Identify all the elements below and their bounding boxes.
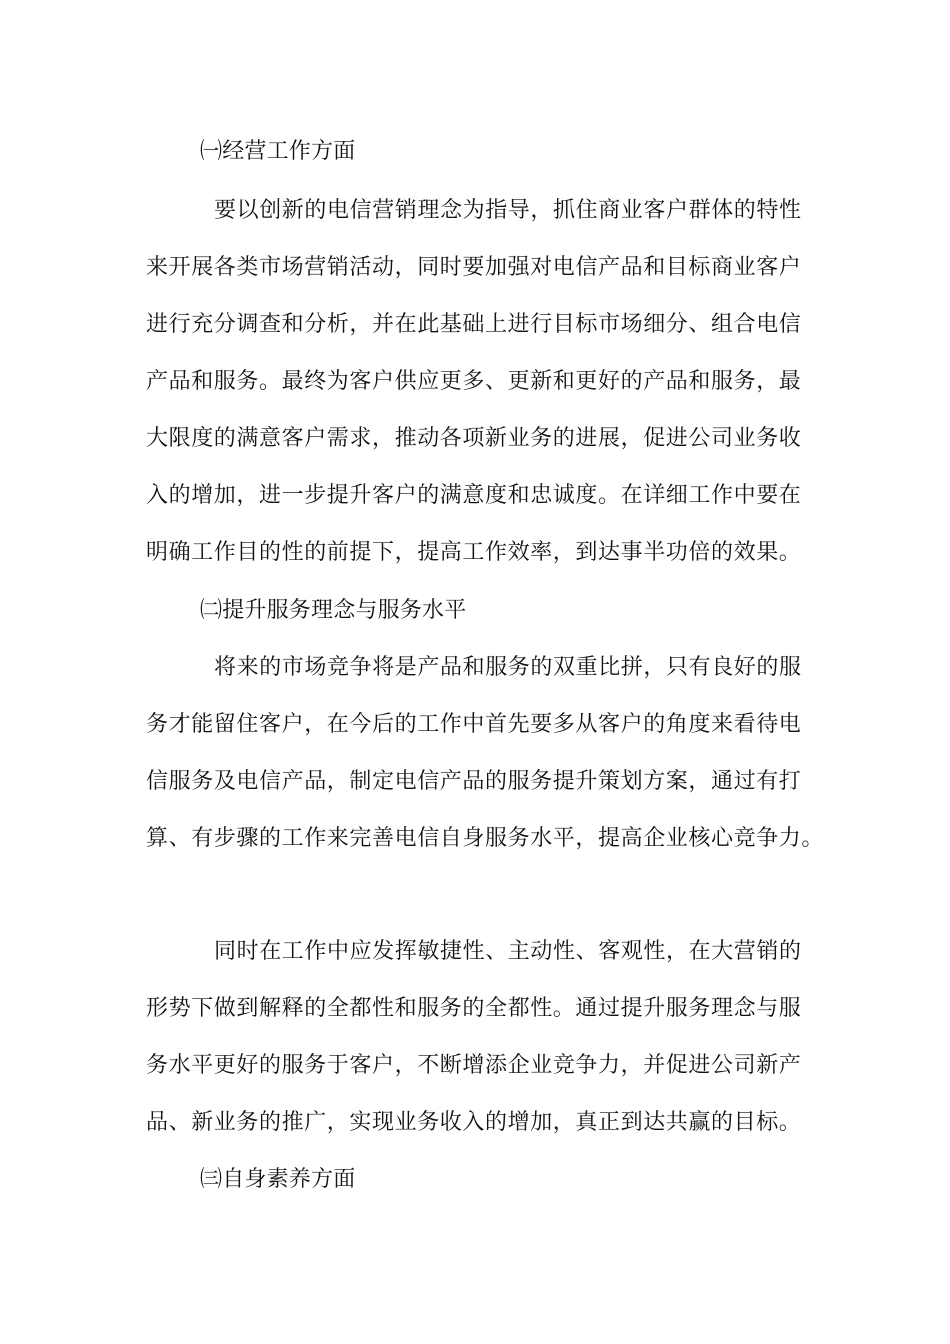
- section-heading-self-quality: ㈢自身素养方面: [200, 1167, 356, 1192]
- paragraph-line: 入的增加，进一步提升客户的满意度和忠诚度。在详细工作中要在: [146, 483, 802, 508]
- paragraph-line: 务才能留住客户，在今后的工作中首先要多从客户的角度来看待电: [146, 712, 802, 737]
- paragraph-line: 算、有步骤的工作来完善电信自身服务水平，提高企业核心竞争力。: [146, 826, 825, 851]
- paragraph-line: 要以创新的电信营销理念为指导，抓住商业客户群体的特性: [214, 198, 802, 223]
- section-heading-service: ㈡提升服务理念与服务水平: [200, 598, 467, 623]
- paragraph-line: 大限度的满意客户需求，推动各项新业务的进展，促进公司业务收: [146, 426, 802, 451]
- paragraph-line: 务水平更好的服务于客户，不断增添企业竞争力，并促进公司新产: [146, 1053, 802, 1078]
- paragraph-line: 形势下做到解释的全都性和服务的全都性。通过提升服务理念与服: [146, 996, 802, 1021]
- paragraph-line: 信服务及电信产品，制定电信产品的服务提升策划方案，通过有打: [146, 769, 802, 794]
- paragraph-line: 产品和服务。最终为客户供应更多、更新和更好的产品和服务，最: [146, 369, 802, 394]
- paragraph-line: 进行充分调查和分析，并在此基础上进行目标市场细分、组合电信: [146, 312, 802, 337]
- paragraph-line: 品、新业务的推广，实现业务收入的增加，真正到达共赢的目标。: [146, 1110, 802, 1135]
- paragraph-line: 同时在工作中应发挥敏捷性、主动性、客观性，在大营销的: [214, 939, 802, 964]
- paragraph-line: 明确工作目的性的前提下，提高工作效率，到达事半功倍的效果。: [146, 540, 802, 565]
- section-heading-operations: ㈠经营工作方面: [200, 139, 356, 164]
- paragraph-line: 来开展各类市场营销活动，同时要加强对电信产品和目标商业客户: [146, 255, 802, 280]
- paragraph-line: 将来的市场竞争将是产品和服务的双重比拼，只有良好的服: [214, 655, 802, 680]
